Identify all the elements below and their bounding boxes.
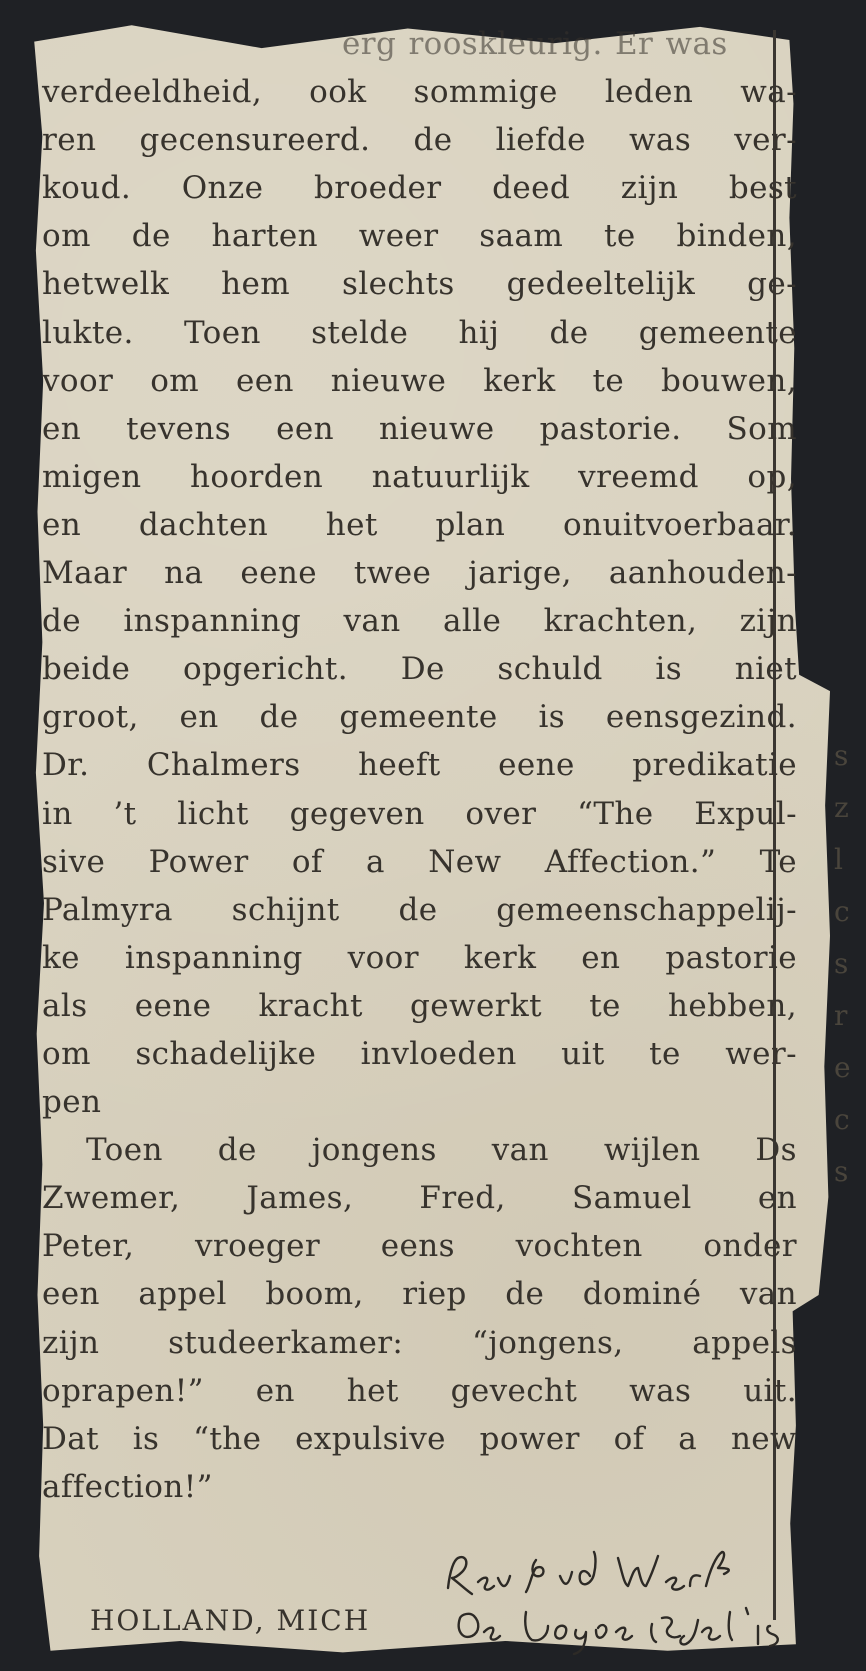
text-line: beide opgericht. De schuld is niet	[42, 651, 797, 688]
text-line: Dr. Chalmers heeft eene predikatie	[42, 747, 797, 784]
text-line: groot, en de gemeente is eensgezind.	[42, 699, 797, 736]
text-line: affection!”	[42, 1468, 213, 1505]
text-line: sive Power of a New Affection.” Te	[42, 843, 797, 880]
text-line: en tevens een nieuwe pastorie. Som	[42, 410, 797, 447]
text-line: koud. Onze broeder deed zijn best	[42, 170, 797, 207]
text-line: lukte. Toen stelde hij de gemeente	[42, 314, 797, 351]
fragment-letter: z	[834, 791, 849, 824]
fragment-letter: e	[834, 1051, 851, 1084]
text-line: om de harten weer saam te binden,	[42, 218, 797, 255]
fragment-letter: r	[834, 999, 848, 1032]
signature-text: Rev J v d Werf	[444, 1608, 452, 1609]
text-line: Zwemer, James, Fred, Samuel en	[42, 1180, 797, 1217]
fragment-letter: s	[834, 1155, 849, 1188]
text-line: ren gecensureerd. de liefde was ver-	[42, 122, 797, 159]
text-line: Maar na eene twee jarige, aanhouden-	[42, 555, 797, 592]
text-line: voor om een nieuwe kerk te bouwen,	[42, 362, 797, 399]
text-line: in ’t licht gegeven over “The Expul-	[42, 795, 797, 832]
text-line: Dat is “the expulsive power of a new	[42, 1420, 797, 1457]
dateline: HOLLAND, MICH	[90, 1604, 371, 1637]
text-line: verdeeldheid, ook sommige leden wa-	[42, 74, 797, 111]
text-line: als eene kracht gewerkt te hebben,	[42, 987, 797, 1024]
text-line: de inspanning van alle krachten, zijn	[42, 603, 797, 640]
text-line: ke inspanning voor kerk en pastorie	[42, 939, 797, 976]
text-line: een appel boom, riep de dominé van	[42, 1276, 797, 1313]
handwritten-signature	[440, 1546, 820, 1656]
fragment-letter: c	[834, 1103, 850, 1136]
text-line: Toen de jongens van wijlen Ds	[86, 1132, 797, 1169]
text-line: om schadelijke invloeden uit te wer-	[42, 1035, 797, 1072]
text-line: oprapen!” en het gevecht was uit.	[42, 1372, 797, 1409]
fragment-letter: s	[834, 739, 849, 772]
text-line: Peter, vroeger eens vochten onder	[42, 1228, 797, 1265]
text-line: hetwelk hem slechts gedeeltelijk ge-	[42, 266, 797, 303]
clipping-text	[42, 20, 797, 1511]
fragment-letter: l	[834, 843, 843, 876]
fragment-letter: s	[834, 947, 849, 980]
text-line: Palmyra schijnt de gemeenschappelij-	[42, 891, 797, 928]
text-line: en dachten het plan onuitvoerbaar.	[42, 506, 797, 543]
text-line: migen hoorden natuurlijk vreemd op,	[42, 458, 797, 495]
signature-text-2: De Hope 12 Jul ’15	[444, 1650, 454, 1651]
text-line: pen	[42, 1084, 102, 1121]
adjacent-column-fragment	[834, 730, 864, 1198]
text-line: zijn studeerkamer: “jongens, appels	[42, 1324, 797, 1361]
text-line: erg rooskleurig. Er was	[342, 26, 728, 62]
fragment-letter: c	[834, 895, 850, 928]
